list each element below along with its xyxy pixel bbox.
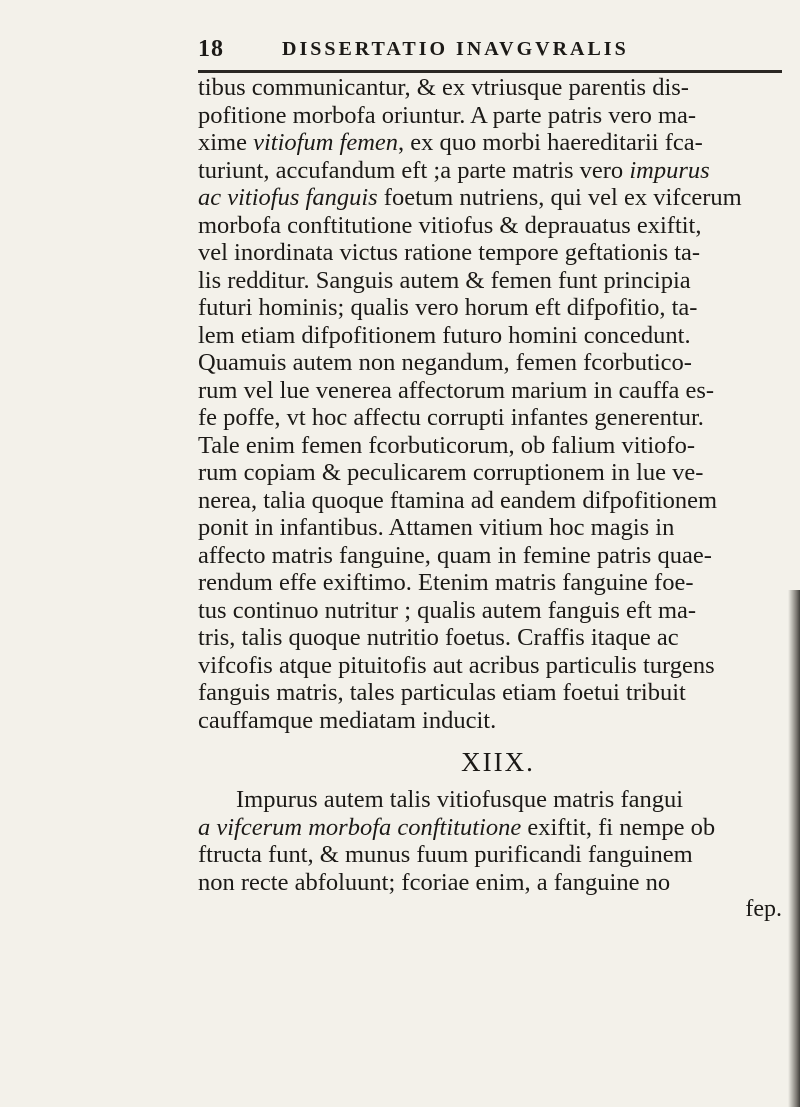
text-line: nerea, talia quoque ftamina ad eandem difpofitionem bbox=[198, 486, 718, 514]
text-line: rum copiam & peculicarem corruptionem in lue ve- bbox=[198, 459, 704, 486]
text-line: vel inordinata victus ratione tempore geftationis ta- bbox=[198, 239, 701, 266]
paragraph-1 bbox=[198, 74, 788, 734]
text-line: vifcofis atque pituitofis aut acribus particulis turgens bbox=[198, 651, 715, 679]
paragraph-2 bbox=[198, 786, 788, 896]
text-line: cauffamque mediatam inducit. bbox=[198, 706, 497, 734]
text-line: xime vitiofum femen, ex quo morbi haereditarii fca- bbox=[198, 129, 703, 156]
text-line: tibus communicantur, & ex vtriusque parentis dis- bbox=[198, 74, 689, 101]
running-title: DISSERTATIO INAVGVRALIS bbox=[282, 38, 629, 60]
catchword: fep. bbox=[745, 896, 782, 922]
header-rule bbox=[198, 70, 782, 73]
text-line: affecto matris fanguine, quam in femine patris quae- bbox=[198, 541, 712, 569]
text-line: Impurus autem talis vitiofusque matris fangui bbox=[236, 786, 684, 813]
text-line: lem etiam difpofitionem futuro homini concedunt. bbox=[198, 321, 691, 349]
text-line: rum vel lue venerea affectorum marium in cauffa es- bbox=[198, 376, 715, 404]
text-line: rendum effe exiftimo. Etenim matris fanguine foe- bbox=[198, 569, 694, 596]
body-text bbox=[198, 74, 788, 923]
text-line: Quamuis autem non negandum, femen fcorbutico- bbox=[198, 349, 692, 376]
italic-word: impurus bbox=[629, 156, 710, 184]
page-number: 18 bbox=[198, 36, 224, 62]
text-line: ac vitiofus fanguis foetum nutriens, qui vel ex vifcerum bbox=[198, 184, 742, 211]
text-line: futuri hominis; qualis vero horum eft difpofitio, ta- bbox=[198, 294, 698, 321]
text-line: fanguis matris, tales particulas etiam foetui tribuit bbox=[198, 679, 686, 706]
text-line: morbofa conftitutione vitiofus & deprauatus exiftit, bbox=[198, 211, 702, 239]
text-line: a vifcerum morbofa conftitutione exiftit, fi nempe ob bbox=[198, 813, 716, 841]
text-line: pofitione morbofa oriuntur. A parte patris vero ma- bbox=[198, 101, 697, 129]
text-line: turiunt, accufandum eft ;a parte matris vero impurus bbox=[198, 156, 710, 184]
binding-shadow bbox=[788, 590, 800, 1107]
text-line: tris, talis quoque nutritio foetus. Craffis itaque ac bbox=[198, 624, 679, 651]
text-line: Tale enim femen fcorbuticorum, ob falium vitiofo- bbox=[198, 431, 695, 459]
section-heading: XIIX. bbox=[461, 747, 535, 777]
page-header bbox=[198, 36, 778, 66]
text-line: lis redditur. Sanguis autem & femen funt principia bbox=[198, 266, 691, 294]
text-line: ftructa funt, & munus fuum purificandi fanguinem bbox=[198, 841, 693, 868]
text-line: ponit in infantibus. Attamen vitium hoc magis in bbox=[198, 514, 675, 541]
text-line: non recte abfoluunt; fcoriae enim, a fanguine no bbox=[198, 868, 671, 896]
text-line: tus continuo nutritur ; qualis autem fanguis eft ma- bbox=[198, 596, 697, 624]
text-line: fe poffe, vt hoc affectu corrupti infantes generentur. bbox=[198, 404, 704, 431]
